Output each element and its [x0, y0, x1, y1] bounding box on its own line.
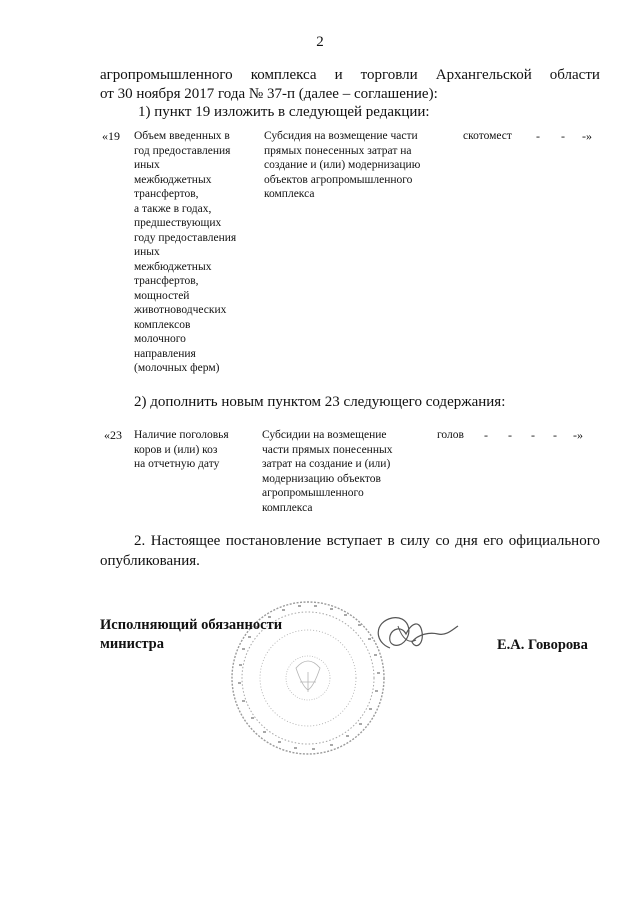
- indicator-line: предшествующих: [134, 217, 222, 229]
- section-2-word: вступает: [326, 533, 383, 549]
- section-2-word: в: [387, 533, 395, 549]
- indicator-line: межбюджетных: [134, 173, 212, 186]
- section-2-word: со: [435, 533, 450, 549]
- page-number: 2: [316, 34, 324, 50]
- signatory-title-line-2: министра: [100, 636, 164, 652]
- row-19-unit: скотомест: [463, 130, 512, 142]
- indicator-line: животноводческих: [134, 304, 227, 316]
- intro-line-1: [100, 66, 600, 85]
- subsidy-line: объектов агропромышленного: [264, 173, 413, 186]
- indicator-line: год предоставления: [134, 144, 231, 157]
- row-19-number: «19: [102, 129, 120, 143]
- intro-line-2: от 30 ноября 2017 года № 37-п (далее – соглашение):: [100, 86, 438, 102]
- signatory-name: Е.А. Говорова: [497, 637, 588, 653]
- indicator-line: трансфертов,: [134, 188, 199, 200]
- indicator-line: мощностей: [134, 289, 190, 302]
- row-23-indicator: [134, 428, 259, 472]
- row-23-unit: голов: [437, 429, 464, 441]
- subsidy-line: комплекса: [262, 501, 313, 514]
- indicator-line: на отчетную дату: [134, 458, 220, 470]
- subsidy-line: части прямых понесенных: [262, 443, 393, 456]
- row-23-dash: -: [508, 428, 512, 442]
- row-23-dash: -: [553, 428, 557, 442]
- indicator-line: Объем введенных в: [134, 130, 230, 142]
- indicator-line: году предоставления: [134, 231, 237, 244]
- subsidy-line: затрат на создание и (или): [262, 458, 391, 470]
- section-2-line-1: [134, 532, 600, 551]
- handwritten-signature: [368, 612, 460, 658]
- row-23-dash: -: [531, 428, 535, 442]
- indicator-line: иных: [134, 246, 160, 258]
- section-2-word: 2.: [134, 533, 146, 549]
- item-2-heading: 2) дополнить новым пунктом 23 следующего содержания:: [134, 394, 506, 410]
- row-23-number: «23: [104, 428, 122, 442]
- indicator-line: иных: [134, 159, 160, 171]
- intro-word: агропромышленного: [100, 67, 233, 83]
- indicator-line: трансфертов,: [134, 275, 199, 287]
- subsidy-line: Субсидия на возмещение части: [264, 130, 418, 142]
- indicator-line: молочного: [134, 333, 186, 345]
- subsidy-line: агропромышленного: [262, 487, 364, 499]
- intro-word: торговли: [360, 67, 418, 83]
- signatory-title-line-1: Исполняющий обязанности: [100, 617, 283, 633]
- intro-word: области: [549, 67, 600, 83]
- subsidy-line: комплекса: [264, 188, 315, 200]
- row-19-dash: -: [536, 129, 540, 143]
- indicator-line: комплексов: [134, 318, 191, 331]
- section-2-line-2: опубликования.: [100, 553, 200, 569]
- indicator-line: Наличие поголовья: [134, 429, 229, 441]
- row-19-indicator: [134, 129, 259, 376]
- section-2-word: его: [483, 533, 504, 549]
- intro-word: и: [334, 67, 343, 83]
- indicator-line: межбюджетных: [134, 260, 212, 273]
- indicator-line: (молочных ферм): [134, 362, 220, 374]
- subsidy-line: модернизацию объектов: [262, 472, 381, 485]
- intro-word: комплекса: [250, 67, 317, 83]
- row-23-subsidy: [262, 428, 427, 515]
- section-2-word: официального: [508, 533, 600, 549]
- intro-word: Архангельской: [435, 67, 532, 83]
- section-2-word: дня: [455, 533, 478, 549]
- subsidy-line: Субсидии на возмещение: [262, 429, 387, 441]
- row-19-dash: -: [561, 129, 565, 143]
- section-2-word: силу: [400, 533, 430, 549]
- row-23-dash: -: [484, 428, 488, 442]
- indicator-line: направления: [134, 347, 196, 360]
- section-2-word: Настоящее: [150, 533, 221, 549]
- indicator-line: а также в годах,: [134, 202, 212, 215]
- row-19-dash: -»: [582, 129, 592, 143]
- indicator-line: коров и (или) коз: [134, 443, 218, 456]
- row-23-dash: -»: [573, 428, 583, 442]
- row-19-subsidy: [264, 129, 454, 202]
- subsidy-line: создание и (или) модернизацию: [264, 159, 421, 171]
- item-1-heading: 1) пункт 19 изложить в следующей редакции:: [138, 104, 430, 120]
- subsidy-line: прямых понесенных затрат на: [264, 144, 412, 157]
- section-2-word: постановление: [225, 533, 322, 549]
